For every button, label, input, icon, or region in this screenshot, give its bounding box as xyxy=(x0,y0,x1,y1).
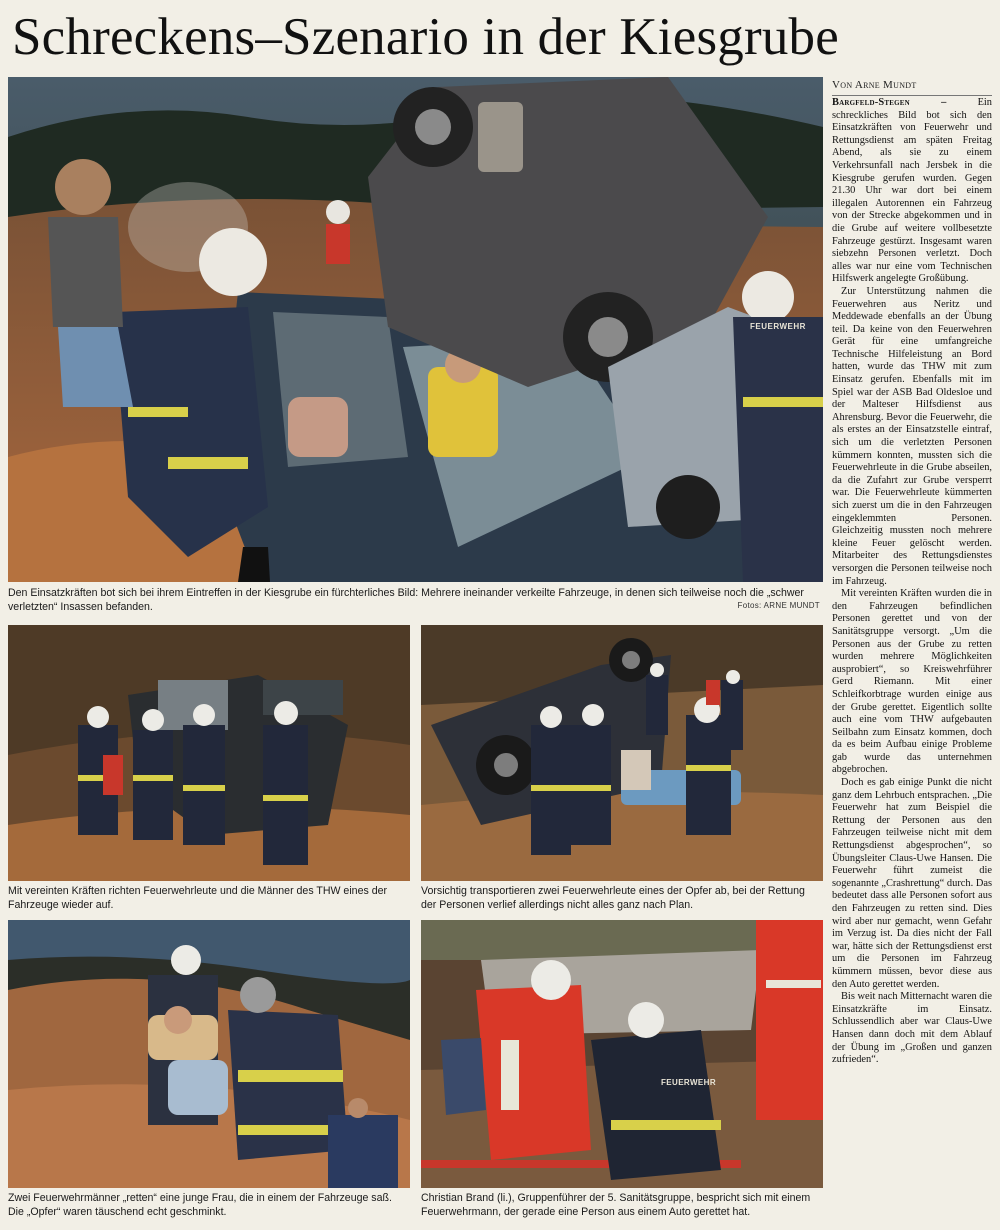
article-text: Ein schreckliches Bild bot sich den Einsatzkräften von Feuerwehr und Rettungsdienst am späten Freitag Abend, als sie zu einem Verkehrsunfall nach Jersbek in die Kiesgrube gerufen wurden. Gegen 21.30 Uhr war dort bei einem illegalen Autorennen ein Fahrzeug von der Strecke abgekommen und in die Grube auf weitere vollbesetzte Fahrzeuge gestürzt. Insgesamt waren siebzehn Personen verletzt. Doch alles war nur eine vom Technischen Hilfswerk angelegte Großübung. xyxy=(832,97,992,285)
caption-main: Den Einsatzkräften bot sich bei ihrem Eintreffen in der Kiesgrube ein fürchterliches Bild: Mehrere ineinander verkeilte Fahrzeuge, in denen sich teilweise noch die „schwer verletzten“ Insassen befanden. xyxy=(8,587,804,613)
headline: Schreckens–Szenario in der Kiesgrube xyxy=(12,8,839,66)
article-paragraph: Doch es gab einige Punkt die nicht ganz dem Lehrbuch entsprachen. „Die Feuerwehr hat zum Beispiel die Rettung der Personen aus den Fahrzeugen teilweise nicht mit dem Rettungsdienst abgesprochen“, so Übungsleiter Claus-Uwe Hansen. Die Feuerwehr führt zumeist die sogenannte „Crashrettung“ durch. Das bedeutet dass alle Personen sofort aus den Fahrzeugen zu retten sind. Dies wird aber nur gemacht, wenn Gefahr im Verzug ist. Da dies nicht der Fall war, hätte sich der Rettungsdienst erst um die Personen im Fahrzeug kümmern müssen, bevor diese aus den Auto gerettet werden. xyxy=(832,777,992,990)
article-paragraph xyxy=(832,97,992,286)
caption-photo-5: Christian Brand (li.), Gruppenführer der 5. Sanitätsgruppe, bespricht sich mit einem Feuerwehrmann, der gerade eine Person aus einem Auto gerettet hat. xyxy=(421,1192,811,1218)
article-paragraph: Mit vereinten Kräften wurden die in den Fahrzeugen befindlichen Personen gerettet und von der Sanitätsgruppe versorgt. „Um die Personen aus der Grube zu retten wurden mehrere Möglichkeiten ausprobiert“, so Kreiswehrführer Gerd Riemann. Mit einer Schleifkorbtrage wurden einige aus der Grube gerettet. Eigentlich sollte auch eine vom THW aufgebauten Seilbahn zum Einsatz kommen, doch da es beim Aufbau einige Probleme gab wurde das unternehmen abgebrochen. xyxy=(832,588,992,776)
feuerwehr-decal: FEUERWEHR xyxy=(750,322,806,331)
photo-main-crash-scene xyxy=(8,77,823,582)
photo-credit: Fotos: ARNE MUNDT xyxy=(737,601,820,610)
photo-stretcher-transport xyxy=(421,625,823,881)
photo-medic-briefing xyxy=(421,920,823,1188)
dateline: Bargfeld-Stegen – xyxy=(832,97,947,108)
article-paragraph: Bis weit nach Mitternacht waren die Einsatzkräfte im Einsatz. Schlussendlich aber war Claus-Uwe Hansen dann doch mit dem Ablauf der Übung im „Großen und ganzen zufrieden“. xyxy=(832,991,992,1066)
caption-photo-3: Vorsichtig transportieren zwei Feuerwehrleute eines der Opfer ab, bei der Rettung der Personen verlief allerdings nicht alles ganz nach Plan. xyxy=(421,885,805,911)
photo-righting-vehicle xyxy=(8,625,410,881)
article-paragraph: Zur Unterstützung nahmen die Feuerwehren aus Neritz und Meddewade ebenfalls an der Übung teil. Da keine von den Feuerwehren Gerät für eine umfangreiche Technische Hilfeleistung an Bord hatten, wurde das THW mit zum Einsatz gerufen. Ebenfalls mit im Spiel war der ASB Bad Oldesloe und der Malteser Hilfsdienst aus Ahrensburg. Bevor die Feuerwehr, die als erstes an der Einsatzstelle eintraf, sich um die verletzten Personen kümmern konnten, mussten sich die Feuerwehrleute in die Grube abseilen, da die Zufahrt zur Grube versperrt war. Die Feuerwehrleute kümmerten sich zuerst um die in den Fahrzeugen eingeklemmten Personen. Gleichzeitig mussten noch mehrere kleine Feuer gelöscht werden. Mitarbeiter des Rettungsdienstes versorgen die Personen teilweise noch im Fahrzeug. xyxy=(832,285,992,587)
feuerwehr-decal: FEUERWEHR xyxy=(661,1078,717,1087)
article-body xyxy=(832,97,992,1225)
caption-photo-4: Zwei Feuerwehrmänner „retten“ eine junge Frau, die in einem der Fahrzeuge saß. Die „Opfer“ waren täuschend echt geschminkt. xyxy=(8,1192,392,1218)
photo-carrying-victim xyxy=(8,920,410,1188)
caption-photo-2: Mit vereinten Kräften richten Feuerwehrleute und die Männer des THW eines der Fahrzeuge wieder auf. xyxy=(8,885,388,911)
byline: Von Arne Mundt xyxy=(832,79,992,96)
